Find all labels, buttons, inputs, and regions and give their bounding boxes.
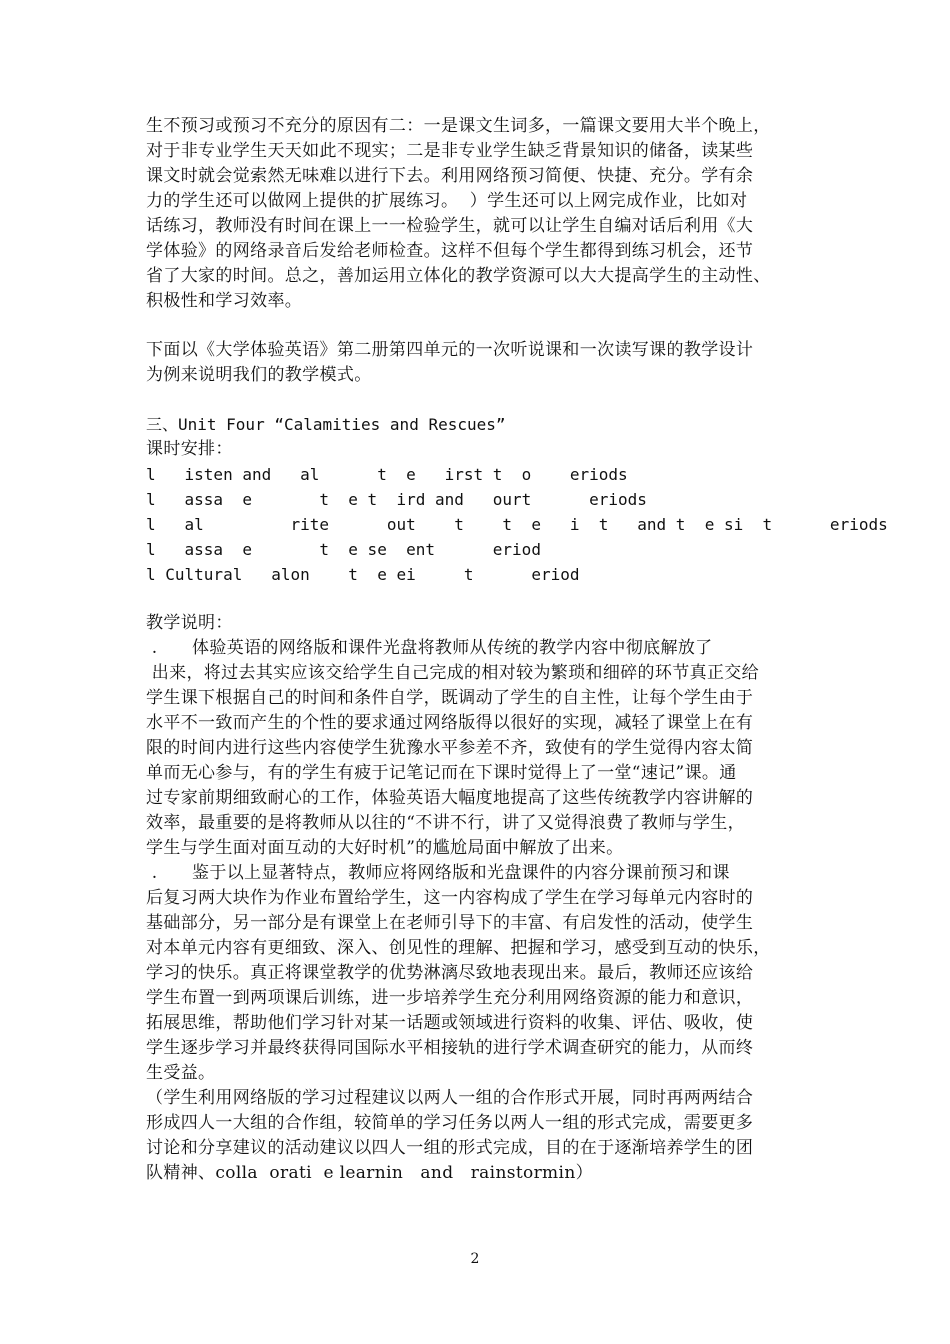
paragraph-preview-reasons bbox=[146, 114, 826, 314]
text-line: 对本单元内容有更细致、深入、创见性的理解、把握和学习，感受到互动的快乐， bbox=[146, 938, 771, 958]
text-line: 生不预习或预习不充分的原因有二：一是课文生词多，一篇课文要用大半个晚上， bbox=[146, 116, 771, 136]
schedule-item: l assa e t e se ent eriod bbox=[146, 540, 541, 559]
text-line: 学习的快乐。真正将课堂教学的优势淋漓尽致地表现出来。最后，教师还应该给 bbox=[146, 963, 754, 983]
text-line: 学体验》的网络录音后发给老师检查。这样不但每个学生都得到练习机会，还节 bbox=[146, 241, 754, 261]
text-line: 力的学生还可以做网上提供的扩展练习。 ）学生还可以上网完成作业，比如对 bbox=[146, 191, 748, 211]
text-line: 话练习，教师没有时间在课上一一检验学生，就可以让学生自编对话后利用《大 bbox=[146, 216, 754, 236]
unit-schedule-section bbox=[146, 412, 888, 587]
text-line: 为例来说明我们的教学模式。 bbox=[146, 365, 372, 385]
text-line: 出来，将过去其实应该交给学生自己完成的相对较为繁琐和细碎的环节真正交给 bbox=[146, 663, 760, 683]
text-line: 学生与学生面对面互动的大好时机”的尴尬局面中解放了出来。 bbox=[146, 838, 624, 858]
schedule-item: l assa e t e t ird and ourt eriods bbox=[146, 490, 647, 509]
text-line: 单而无心参与，有的学生有疲于记笔记而在下课时觉得上了一堂“速记”课。通 bbox=[146, 763, 737, 783]
text-line: 积极性和学习效率。 bbox=[146, 291, 303, 311]
paragraph-intro-example bbox=[146, 338, 826, 388]
text-line: 水平不一致而产生的个性的要求通过网络版得以很好的实现，减轻了课堂上在有 bbox=[146, 713, 754, 733]
text-line: 学生课下根据自己的时间和条件自学，既调动了学生的自主性，让每个学生由于 bbox=[146, 688, 754, 708]
schedule-item: l isten and al t e irst t o eriods bbox=[146, 465, 628, 484]
schedule-item: l al rite out t t e i t and t e si t eriods bbox=[146, 515, 888, 534]
schedule-item: l Cultural alon t e ei t eriod bbox=[146, 565, 580, 584]
text-line: 对于非专业学生天天如此不现实；二是非专业学生缺乏背景知识的储备，读某些 bbox=[146, 141, 754, 161]
unit-heading: 三、Unit Four “Calamities and Rescues” bbox=[146, 415, 506, 434]
text-line: 效率，最重要的是将教师从以往的“不讲不行，讲了又觉得浪费了教师与学生， bbox=[146, 813, 745, 833]
text-line: 学生逐步学习并最终获得同国际水平相接轨的进行学术调查研究的能力，从而终 bbox=[146, 1038, 754, 1058]
text-line: . 鉴于以上显著特点，教师应将网络版和光盘课件的内容分课前预习和课 bbox=[146, 863, 730, 883]
text-line: 形成四人一大组的合作组，较简单的学习任务以两人一组的形式完成，需要更多 bbox=[146, 1113, 754, 1133]
text-line: 讨论和分享建议的活动建议以四人一组的形式完成，目的在于逐渐培养学生的团 bbox=[146, 1138, 754, 1158]
text-line: 过专家前期细致耐心的工作，体验英语大幅度地提高了这些传统教学内容讲解的 bbox=[146, 788, 754, 808]
page-number: 2 bbox=[470, 1251, 480, 1267]
text-line: 下面以《大学体验英语》第二册第四单元的一次听说课和一次读写课的教学设计 bbox=[146, 340, 754, 360]
text-line: 学生布置一到两项课后训练，进一步培养学生充分利用网络资源的能力和意识， bbox=[146, 988, 754, 1008]
text-line: 课文时就会觉索然无味难以进行下去。利用网络预习简便、快捷、充分。学有余 bbox=[146, 166, 754, 186]
text-line: （学生利用网络版的学习过程建议以两人一组的合作形式开展，同时再两两结合 bbox=[146, 1088, 754, 1108]
text-line: 拓展思维，帮助他们学习针对某一话题或领域进行资料的收集、评估、吸收，使 bbox=[146, 1013, 754, 1033]
text-line: 生受益。 bbox=[146, 1063, 216, 1083]
schedule-label: 课时安排： bbox=[146, 439, 233, 459]
text-line: 基础部分，另一部分是有课堂上在老师引导下的丰富、有启发性的活动，使学生 bbox=[146, 913, 754, 933]
text-line: 队精神、colla orati e learnin and rainstormin） bbox=[146, 1163, 593, 1183]
text-line: 后复习两大块作为作业布置给学生，这一内容构成了学生在学习每单元内容时的 bbox=[146, 888, 754, 908]
teaching-notes-section bbox=[146, 611, 826, 1186]
text-line: 省了大家的时间。总之，善加运用立体化的教学资源可以大大提高学生的主动性、 bbox=[146, 266, 771, 286]
text-line: . 体验英语的网络版和课件光盘将教师从传统的教学内容中彻底解放了 bbox=[146, 638, 713, 658]
notes-label: 教学说明： bbox=[146, 613, 233, 633]
text-line: 限的时间内进行这些内容使学生犹豫水平参差不齐，致使有的学生觉得内容太简 bbox=[146, 738, 754, 758]
